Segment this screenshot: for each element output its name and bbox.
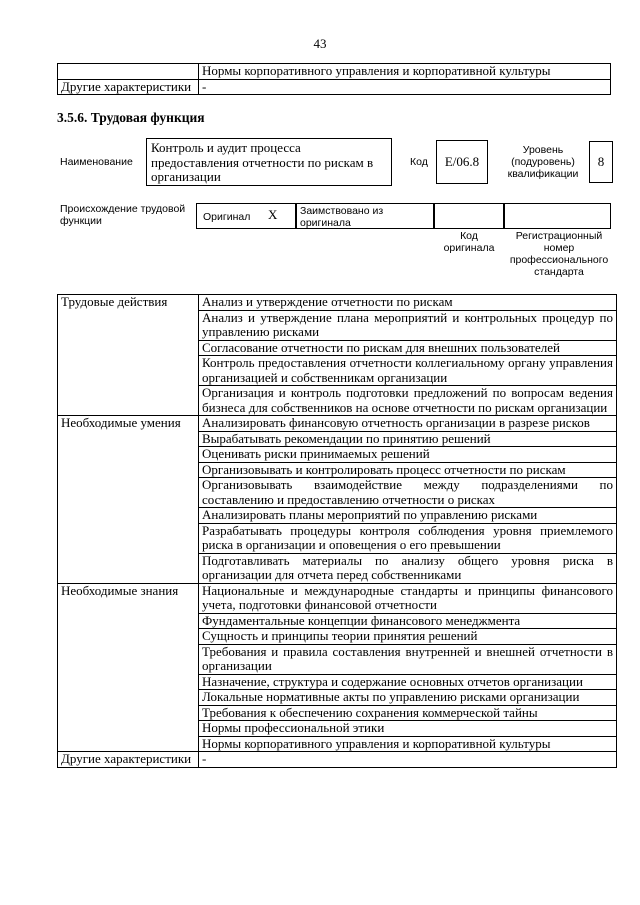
table-row	[58, 79, 611, 95]
table-row	[58, 583, 617, 613]
previous-table-fragment	[57, 63, 611, 95]
section-item: Оценивать риски принимаемых решений	[199, 447, 617, 463]
section-label-continuation	[58, 340, 199, 356]
section-label-continuation	[58, 356, 199, 386]
table-row	[58, 356, 617, 386]
page-number: 43	[313, 36, 327, 51]
section-item: Разрабатывать процедуры контроля соблюдения уровня приемлемого риска в организации и оповещения о его превышении	[199, 523, 617, 553]
table-cell-label: Другие характеристики	[58, 79, 199, 95]
section-label-continuation	[58, 721, 199, 737]
level-box: 8	[589, 141, 613, 183]
code-label: Код	[410, 156, 428, 168]
table-row	[58, 447, 617, 463]
section-item: Сущность и принципы теории принятия решений	[199, 629, 617, 645]
section-item: Назначение, структура и содержание основных отчетов организации	[199, 674, 617, 690]
section-item: Согласование отчетности по рискам для внешних пользователей	[199, 340, 617, 356]
table-row	[58, 674, 617, 690]
code-box: E/06.8	[436, 140, 488, 184]
level-label: Уровень (подуровень) квалификации	[507, 144, 579, 180]
section-label-continuation	[58, 553, 199, 583]
registration-number-caption: Регистрационный номер профессионального стандарта	[509, 230, 609, 278]
section-item: Подготавливать материалы по анализу общего уровня риска в организации для отчета перед собственниками	[199, 553, 617, 583]
section-label-continuation	[58, 690, 199, 706]
original-code-box	[434, 203, 504, 229]
section-item: Контроль предоставления отчетности коллегиальному органу управления организацией и собственникам организации	[199, 356, 617, 386]
section-item: Организовывать и контролировать процесс отчетности по рискам	[199, 462, 617, 478]
section-label-continuation	[58, 462, 199, 478]
section-label-continuation	[58, 447, 199, 463]
section-item: Фундаментальные концепции финансового менеджмента	[199, 613, 617, 629]
section-item: Анализировать финансовую отчетность организации в разрезе рисков	[199, 416, 617, 432]
section-item: Вырабатывать рекомендации по принятию решений	[199, 431, 617, 447]
table-row	[58, 508, 617, 524]
section-label-continuation	[58, 310, 199, 340]
origin-label: Происхождение трудовой функции	[60, 203, 186, 227]
section-label-continuation	[58, 523, 199, 553]
section-label-continuation	[58, 674, 199, 690]
section-item: Анализировать планы мероприятий по управлению рисками	[199, 508, 617, 524]
table-row	[58, 644, 617, 674]
labor-function-table	[57, 294, 617, 768]
section-label: Необходимые знания	[58, 583, 199, 613]
section-item: Требования к обеспечению сохранения коммерческой тайны	[199, 705, 617, 721]
section-label-continuation	[58, 431, 199, 447]
section-label: Трудовые действия	[58, 295, 199, 311]
section-item: Требования и правила составления внутренней и внешней отчетности в организации	[199, 644, 617, 674]
table-row	[58, 64, 611, 80]
table-row	[58, 705, 617, 721]
section-label-continuation	[58, 705, 199, 721]
table-cell-label	[58, 64, 199, 80]
table-row	[58, 416, 617, 432]
section-label-continuation	[58, 644, 199, 674]
table-row	[58, 478, 617, 508]
registration-number-box	[504, 203, 611, 229]
section-item: Анализ и утверждение плана мероприятий и контрольных процедур по управлению рисками	[199, 310, 617, 340]
table-row	[58, 386, 617, 416]
table-row	[58, 310, 617, 340]
section-label: Необходимые умения	[58, 416, 199, 432]
section-item: Организация и контроль подготовки предложений по вопросам ведения бизнеса для собственников на основе отчетности по рискам организации	[199, 386, 617, 416]
table-cell-text: Нормы корпоративного управления и корпоративной культуры	[199, 64, 611, 80]
section-item: -	[199, 752, 617, 768]
section-label-continuation	[58, 386, 199, 416]
table-row	[58, 629, 617, 645]
table-row	[58, 613, 617, 629]
section-label-continuation	[58, 629, 199, 645]
section-item: Локальные нормативные акты по управлению рисками организации	[199, 690, 617, 706]
section-item: Анализ и утверждение отчетности по рискам	[199, 295, 617, 311]
section-title: 3.5.6. Трудовая функция	[57, 110, 205, 125]
original-mark: X	[268, 207, 278, 222]
original-label: Оригинал	[203, 211, 251, 223]
table-row	[58, 752, 617, 768]
table-row	[58, 340, 617, 356]
section-label-continuation	[58, 613, 199, 629]
section-label-continuation	[58, 478, 199, 508]
section-label-continuation	[58, 736, 199, 752]
table-cell-text: -	[199, 79, 611, 95]
table-row	[58, 721, 617, 737]
section-label-continuation	[58, 508, 199, 524]
function-name-box: Контроль и аудит процесса предоставления отчетности по рискам в организации	[146, 138, 392, 186]
section-label: Другие характеристики	[58, 752, 199, 768]
borrowed-label: Заимствовано из оригинала	[300, 205, 384, 229]
table-row	[58, 431, 617, 447]
name-label: Наименование	[60, 156, 133, 168]
table-row	[58, 295, 617, 311]
table-row	[58, 690, 617, 706]
table-row	[58, 462, 617, 478]
table-row	[58, 523, 617, 553]
section-item: Организовывать взаимодействие между подразделениями по составлению и предоставлению отчетности о рисках	[199, 478, 617, 508]
section-item: Национальные и международные стандарты и принципы финансового учета, подготовки финансовой отчетности	[199, 583, 617, 613]
table-row	[58, 736, 617, 752]
section-item: Нормы корпоративного управления и корпоративной культуры	[199, 736, 617, 752]
table-row	[58, 553, 617, 583]
section-item: Нормы профессиональной этики	[199, 721, 617, 737]
original-code-caption: Код оригинала	[443, 230, 495, 254]
